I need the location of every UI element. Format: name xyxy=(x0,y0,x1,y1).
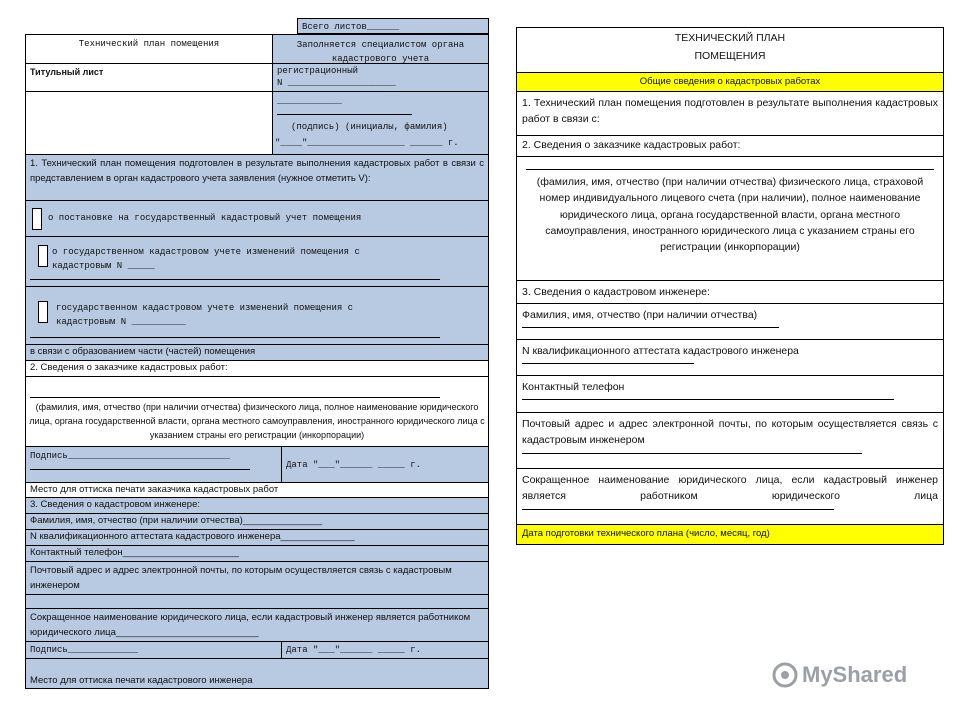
checkbox-changes-2[interactable] xyxy=(38,301,48,323)
customer-signature: Подпись______________________________ xyxy=(30,450,230,461)
customer-info xyxy=(516,157,944,281)
right-panel xyxy=(516,27,944,545)
item-1: 1. Технический план помещения подготовлен в результате выполнения кадастровых работ в связи с: xyxy=(516,92,944,136)
filled-by-note: Заполняется специалистом органа кадастрового учета xyxy=(273,35,488,63)
option-changes-2-label: государственном кадастровом учете изменений помещения с кадастровым N __________ xyxy=(56,303,354,328)
engineer-phone-field: Контактный телефон xyxy=(516,376,944,413)
registration-label: регистрационный xyxy=(277,66,359,76)
engineer-cert-field: N квалификационного аттестата кадастрового инженера xyxy=(516,340,944,376)
option-registration xyxy=(25,201,489,237)
engineer-stamp: Место для оттиска печати кадастрового инженера xyxy=(25,659,489,689)
prep-date-field: Дата подготовки технического плана (число, месяц, год) xyxy=(516,525,944,545)
customer-signature-row xyxy=(25,447,489,483)
logo-icon xyxy=(772,662,798,688)
plan-title: Технический план помещения xyxy=(26,35,273,63)
section-2: 2. Сведения о заказчике кадастровых работ: xyxy=(25,361,489,377)
checkbox-changes[interactable] xyxy=(38,245,48,267)
option-changes xyxy=(25,237,489,287)
section-3: 3. Сведения о кадастровом инженере: xyxy=(25,498,489,514)
engineer-signature-row xyxy=(25,642,489,659)
engineer-name: Фамилия, имя, отчество (при наличии отчества)_______________ xyxy=(25,514,489,530)
customer-block xyxy=(25,377,489,447)
total-sheets: Всего листов______ xyxy=(297,18,489,34)
title-sheet-row xyxy=(25,64,489,92)
customer-date: Дата "___"______ _____ г. xyxy=(286,459,422,470)
registration-block xyxy=(273,64,488,91)
general-info-header: Общие сведения о кадастровых работах xyxy=(516,73,944,92)
engineer-org: Сокращенное наименование юридического лица, если кадастровый инженер является работником юридического лица___________________________ xyxy=(25,609,489,642)
engineer-org-field: Сокращенное наименование юридического лица, если кадастровый инженер является работником юридического лица xyxy=(516,469,944,525)
sign-date-line: "____"__________________ ______ г. xyxy=(275,138,459,148)
option-registration-label: о постановке на государственный кадастровый учет помещения xyxy=(48,213,362,224)
signature-block xyxy=(273,92,488,154)
section-1: 1. Технический план помещения подготовлен в результате выполнения кадастровых работ в связи с представлением в орган кадастрового учета заявления (нужное отметить V): xyxy=(25,155,489,201)
sign-caption: (подпись) (инициалы, фамилия) xyxy=(291,122,448,132)
option-changes-2 xyxy=(25,287,489,345)
checkbox-registration[interactable] xyxy=(32,208,42,230)
customer-caption: (фамилия, имя, отчество (при наличии отчества) физического лица, полное наименование юридического лица, органа государственной власти, органа местного самоуправления, иностранного юридического лица с указанием страны его регистрации (инкорпорации) xyxy=(29,401,485,440)
option-changes-label: о государственном кадастровом учете изменений помещения с кадастровым N _____ xyxy=(52,247,360,272)
plan-header-row xyxy=(25,34,489,64)
left-form xyxy=(25,18,489,689)
customer-stamp: Место для оттиска печати заказчика кадастровых работ xyxy=(25,483,489,499)
formation-note: в связи с образованием части (частей) помещения xyxy=(25,345,489,361)
engineer-address-field: Почтовый адрес и адрес электронной почты, по которым осуществляется связь с кадастровым инженером xyxy=(516,413,944,469)
sign-blank: ____________ xyxy=(277,96,342,106)
right-title: ТЕХНИЧЕСКИЙ ПЛАН ПОМЕЩЕНИЯ xyxy=(516,27,944,73)
title-sheet-label: Титульный лист xyxy=(26,64,273,91)
item-3: 3. Сведения о кадастровом инженере: xyxy=(516,281,944,304)
engineer-address: Почтовый адрес и адрес электронной почты, по которым осуществляется связь с кадастровым инженером xyxy=(25,562,489,595)
engineer-signature: Подпись_____________ xyxy=(26,642,282,658)
customer-caption-right: (фамилия, имя, отчество (при наличии отчества) физического лица, страховой номер индивидуального лицевого счета (при наличии), полное наименование юридического лица, органа государственной власти, органа местного самоуправления, иностранного юридического лица с указанием страны его регистрации (инкорпорации) xyxy=(536,176,924,254)
registration-number: N ____________________ xyxy=(277,77,396,88)
item-2: 2. Сведения о заказчике кадастровых работ: xyxy=(516,136,944,157)
watermark-text: MyShared xyxy=(802,662,908,687)
engineer-date: Дата "___"______ _____ г. xyxy=(286,645,422,656)
watermark-logo xyxy=(772,662,907,688)
engineer-phone: Контактный телефон______________________ xyxy=(25,546,489,562)
engineer-name-field: Фамилия, имя, отчество (при наличии отчества) xyxy=(516,304,944,340)
signature-block-row xyxy=(25,92,489,155)
engineer-cert: N квалификационного аттестата кадастрового инженера______________ xyxy=(25,530,489,546)
